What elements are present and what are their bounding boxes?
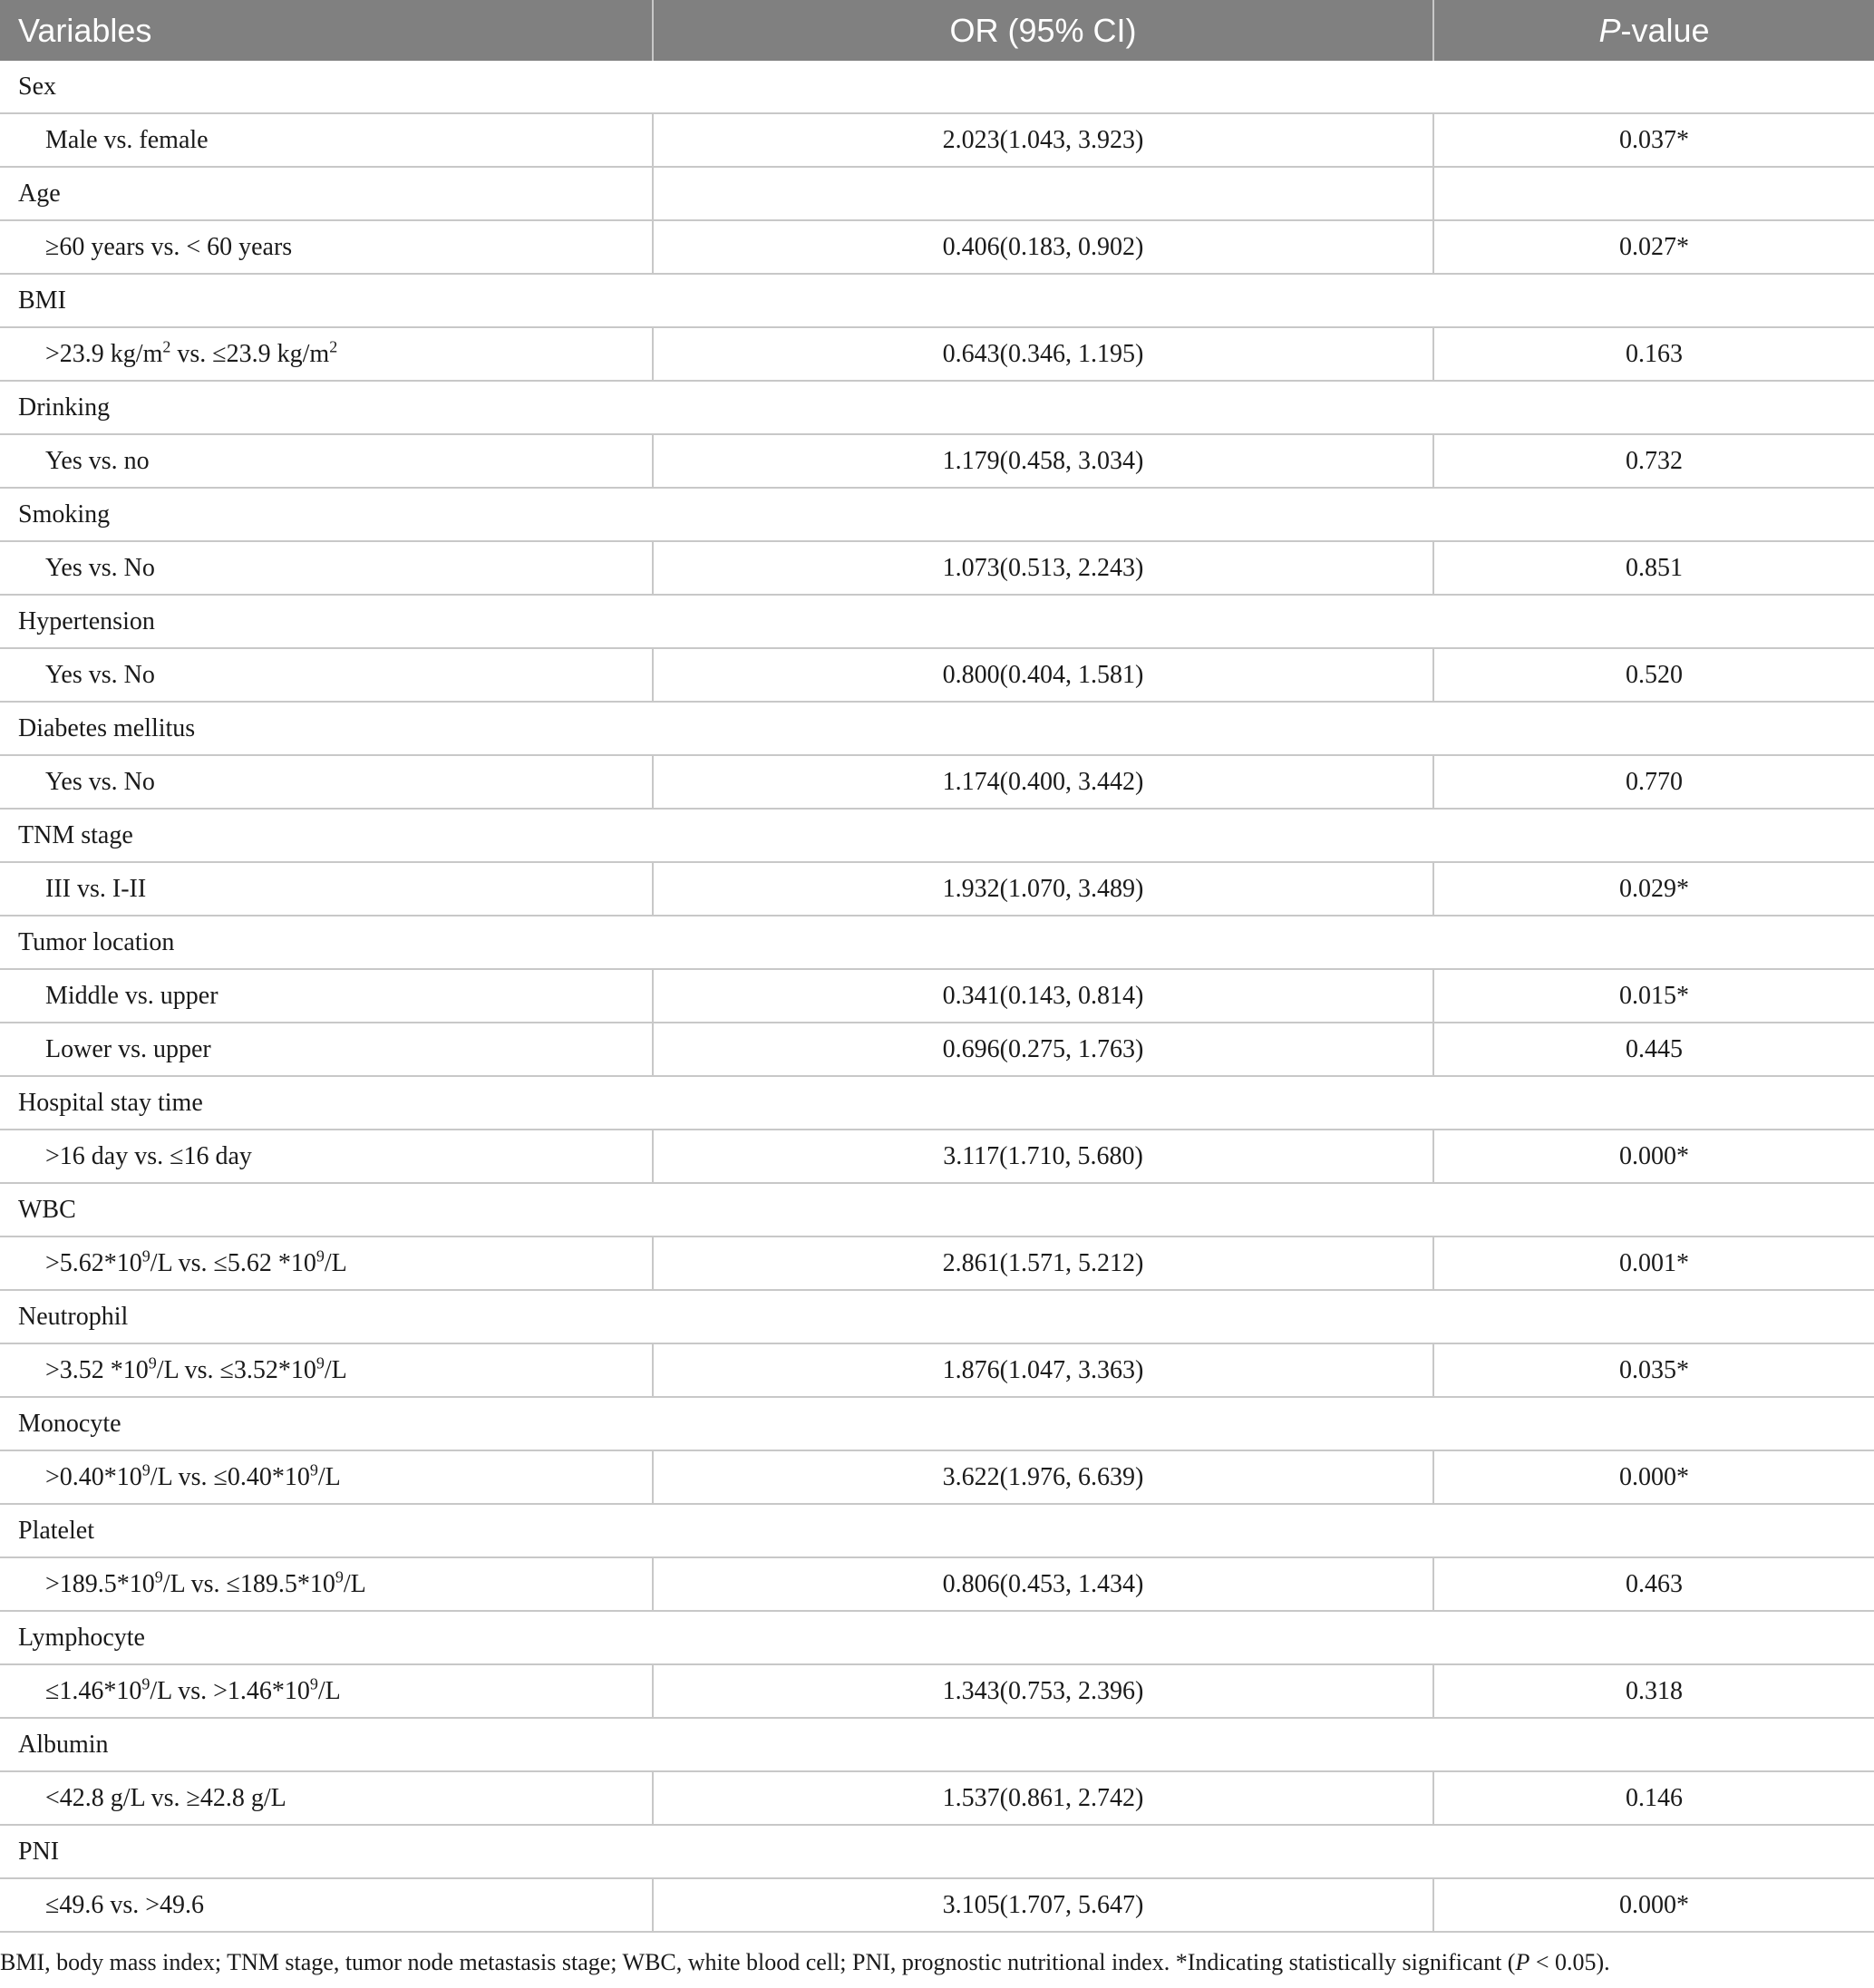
group-label: Sex: [0, 61, 1874, 113]
odds-ratio-value: 0.800(0.404, 1.581): [653, 648, 1433, 702]
table-row: [0, 1450, 1874, 1504]
p-value: 0.770: [1433, 755, 1874, 809]
group-label: Neutrophil: [0, 1290, 1874, 1343]
comparison-label: Lower vs. upper: [0, 1023, 653, 1076]
comparison-label: Middle vs. upper: [0, 969, 653, 1023]
table-group-row: [0, 1611, 1874, 1664]
p-value: 0.463: [1433, 1557, 1874, 1611]
comparison-label: [0, 1343, 653, 1397]
comparison-label: Yes vs. No: [0, 648, 653, 702]
group-label: Smoking: [0, 488, 1874, 541]
comparison-label: ≥60 years vs. < 60 years: [0, 220, 653, 274]
p-value: 0.029*: [1433, 862, 1874, 916]
table-row: [0, 1664, 1874, 1718]
label-part: /L: [324, 1248, 347, 1277]
table-row: [0, 541, 1874, 595]
superscript: 9: [154, 1567, 163, 1586]
header-p-value: [1433, 0, 1874, 61]
table-row: [0, 862, 1874, 916]
footnote-main: BMI, body mass index; TNM stage, tumor node metastasis stage; WBC, white blood cell; PNI, prognostic nutritional index. *Indicating statistically significant (: [0, 1949, 1516, 1975]
superscript: 9: [316, 1246, 325, 1266]
comparison-label: [0, 327, 653, 381]
odds-ratio-value: 1.537(0.861, 2.742): [653, 1771, 1433, 1825]
label-part: /L vs. ≤3.52*10: [156, 1355, 316, 1384]
table-group-row: [0, 1397, 1874, 1450]
table-group-row: [0, 1825, 1874, 1878]
comparison-label: III vs. I-II: [0, 862, 653, 916]
table-row: [0, 113, 1874, 167]
label-part: >189.5*10: [45, 1569, 155, 1598]
table-row: [0, 1130, 1874, 1183]
odds-ratio-value: 3.622(1.976, 6.639): [653, 1450, 1433, 1504]
table-row: [0, 1557, 1874, 1611]
p-value: 0.035*: [1433, 1343, 1874, 1397]
table-row: [0, 434, 1874, 488]
table-row: [0, 220, 1874, 274]
p-value: 0.318: [1433, 1664, 1874, 1718]
comparison-label: ≤49.6 vs. >49.6: [0, 1878, 653, 1932]
comparison-label: [0, 1236, 653, 1290]
odds-ratio-value: 3.105(1.707, 5.647): [653, 1878, 1433, 1932]
label-part: ≤1.46*10: [45, 1676, 142, 1705]
odds-ratio-value: 1.174(0.400, 3.442): [653, 755, 1433, 809]
group-empty-cell: [1433, 167, 1874, 220]
p-value: 0.027*: [1433, 220, 1874, 274]
label-part: /L vs. ≤189.5*10: [162, 1569, 335, 1598]
header-p-italic: P: [1598, 11, 1621, 49]
table-row: [0, 648, 1874, 702]
comparison-label: Yes vs. No: [0, 755, 653, 809]
p-value: 0.732: [1433, 434, 1874, 488]
table-row: [0, 1023, 1874, 1076]
comparison-label: [0, 1664, 653, 1718]
table-group-row: [0, 595, 1874, 648]
p-value: 0.001*: [1433, 1236, 1874, 1290]
odds-ratio-value: 2.023(1.043, 3.923): [653, 113, 1433, 167]
odds-ratio-value: 0.696(0.275, 1.763): [653, 1023, 1433, 1076]
group-label: TNM stage: [0, 809, 1874, 862]
comparison-label: Yes vs. no: [0, 434, 653, 488]
superscript: 9: [141, 1460, 151, 1479]
group-label: Albumin: [0, 1718, 1874, 1771]
group-label: Diabetes mellitus: [0, 702, 1874, 755]
comparison-label: [0, 1557, 653, 1611]
odds-ratio-value: 0.406(0.183, 0.902): [653, 220, 1433, 274]
superscript: 9: [335, 1567, 344, 1586]
p-value: 0.000*: [1433, 1450, 1874, 1504]
label-part: /L vs. >1.46*10: [150, 1676, 310, 1705]
table-group-row: [0, 916, 1874, 969]
group-label: BMI: [0, 274, 1874, 327]
comparison-label: [0, 1450, 653, 1504]
odds-ratio-value: 2.861(1.571, 5.212): [653, 1236, 1433, 1290]
p-value: 0.146: [1433, 1771, 1874, 1825]
label-part: /L: [317, 1462, 341, 1491]
label-part: /L vs. ≤5.62 *10: [150, 1248, 316, 1277]
odds-ratio-value: 0.806(0.453, 1.434): [653, 1557, 1433, 1611]
label-part: >0.40*10: [45, 1462, 142, 1491]
table-group-row: [0, 809, 1874, 862]
odds-ratio-value: 0.643(0.346, 1.195): [653, 327, 1433, 381]
table-group-row: [0, 167, 1874, 220]
group-label: Hospital stay time: [0, 1076, 1874, 1130]
group-label: Hypertension: [0, 595, 1874, 648]
label-part: /L: [324, 1355, 347, 1384]
table-group-row: [0, 1076, 1874, 1130]
label-part: /L: [343, 1569, 366, 1598]
p-value: 0.445: [1433, 1023, 1874, 1076]
table-row: [0, 327, 1874, 381]
table-row: [0, 1343, 1874, 1397]
footnote-tail: < 0.05).: [1529, 1949, 1610, 1975]
odds-ratio-value: 3.117(1.710, 5.680): [653, 1130, 1433, 1183]
group-label: WBC: [0, 1183, 1874, 1236]
table-group-row: [0, 1290, 1874, 1343]
table-group-row: [0, 381, 1874, 434]
table-row: [0, 1771, 1874, 1825]
table-body: [0, 61, 1874, 1932]
label-part: /L: [317, 1676, 341, 1705]
odds-ratio-value: 1.179(0.458, 3.034): [653, 434, 1433, 488]
superscript: 9: [309, 1674, 318, 1693]
p-value: 0.015*: [1433, 969, 1874, 1023]
table-group-row: [0, 61, 1874, 113]
comparison-label: >16 day vs. ≤16 day: [0, 1130, 653, 1183]
odds-ratio-value: 1.932(1.070, 3.489): [653, 862, 1433, 916]
p-value: 0.163: [1433, 327, 1874, 381]
label-part: >3.52 *10: [45, 1355, 149, 1384]
header-variables: Variables: [0, 0, 653, 61]
group-label: Monocyte: [0, 1397, 1874, 1450]
superscript: 9: [141, 1246, 151, 1266]
table-footnote: [0, 1949, 1610, 1976]
p-value: 0.037*: [1433, 113, 1874, 167]
table-row: [0, 969, 1874, 1023]
p-value: 0.520: [1433, 648, 1874, 702]
odds-ratio-value: 1.876(1.047, 3.363): [653, 1343, 1433, 1397]
comparison-label: <42.8 g/L vs. ≥42.8 g/L: [0, 1771, 653, 1825]
table-group-row: [0, 702, 1874, 755]
table-row: [0, 1236, 1874, 1290]
label-part: vs. ≤23.9 kg/m: [170, 339, 330, 368]
superscript: 2: [329, 337, 338, 356]
superscript: 9: [148, 1353, 157, 1372]
comparison-label: Male vs. female: [0, 113, 653, 167]
superscript: 9: [309, 1460, 318, 1479]
group-label: Tumor location: [0, 916, 1874, 969]
table-group-row: [0, 1504, 1874, 1557]
group-label: Drinking: [0, 381, 1874, 434]
table-group-row: [0, 1718, 1874, 1771]
odds-ratio-value: 1.343(0.753, 2.396): [653, 1664, 1433, 1718]
label-part: >23.9 kg/m: [45, 339, 163, 368]
footnote-p-italic: P: [1515, 1949, 1530, 1975]
table-group-row: [0, 1183, 1874, 1236]
label-part: >5.62*10: [45, 1248, 142, 1277]
p-value: 0.000*: [1433, 1130, 1874, 1183]
header-or: OR (95% CI): [653, 0, 1433, 61]
superscript: 9: [141, 1674, 151, 1693]
superscript: 9: [316, 1353, 325, 1372]
odds-ratio-value: 0.341(0.143, 0.814): [653, 969, 1433, 1023]
table-group-row: [0, 488, 1874, 541]
comparison-label: Yes vs. No: [0, 541, 653, 595]
group-label: Age: [0, 167, 653, 220]
group-label: Lymphocyte: [0, 1611, 1874, 1664]
table-group-row: [0, 274, 1874, 327]
odds-ratio-value: 1.073(0.513, 2.243): [653, 541, 1433, 595]
group-empty-cell: [653, 167, 1433, 220]
superscript: 2: [162, 337, 171, 356]
table-row: [0, 755, 1874, 809]
table-row: [0, 1878, 1874, 1932]
p-value: 0.851: [1433, 541, 1874, 595]
group-label: Platelet: [0, 1504, 1874, 1557]
group-label: PNI: [0, 1825, 1874, 1878]
header-p-rest: -value: [1620, 11, 1710, 49]
table-header-row: [0, 0, 1874, 61]
label-part: /L vs. ≤0.40*10: [150, 1462, 310, 1491]
p-value: 0.000*: [1433, 1878, 1874, 1932]
